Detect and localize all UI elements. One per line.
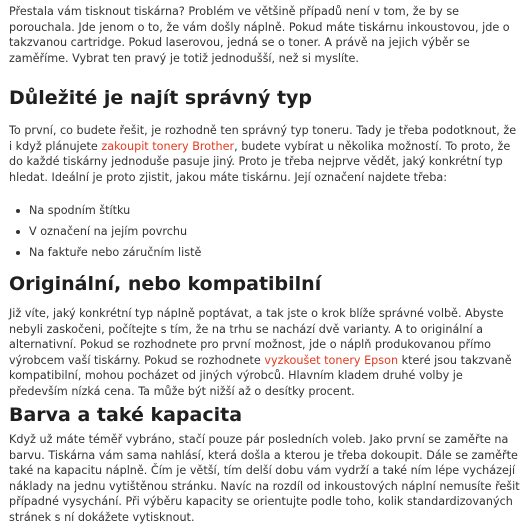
paragraph-text-end: které jsou takzvaně kompatibilní, mohou pocházet od jiných výrobců. Hlavním kladem druhé volby je především nízká cena. Ta může být nižší až o desítky procent. [9, 353, 512, 398]
paragraph-original-compatible [9, 306, 521, 400]
printer-label-list [9, 203, 201, 265]
heading-original-compatible: Originální, nebo kompatibilní [9, 273, 322, 295]
list-item [29, 245, 201, 261]
list-item [29, 224, 201, 240]
list-item [29, 203, 201, 219]
paragraph-text-end: , budete vybírat u několika možností. To proto, že do každé tiskárny jednoduše pasuje jiný. Proto je třeba nejprve vědět, jaký konkrétní typ hledat. Ideální je proto zjistit, jakou máte tiskárnu. Její označení najdete třeba: [9, 139, 511, 184]
list-item-label: Na faktuře nebo záručním listě [29, 245, 202, 259]
paragraph-color-capacity: Když už máte téměř vybráno, stačí pouze pár posledních voleb. Jako první se zaměřte na barvu. Tiskárna vám sama nahlásí, která došla a kterou je třeba dokoupit. Dále se zaměřte také na kapacitu náplně. Čím je větší, tím delší dobu vám vydrží a také ním lépe vycházejí náklady na jednu vytištěnou stránku. Navíc na rozdíl od inkoustových náplní nemusíte řešit případné vysychání. Při výběru kapacity se orientujte podle toho, kolik standardizovaných stránek s ní dokážete vytisknout. [9, 433, 520, 524]
paragraph-text-start: To první, co budete řešit, je rozhodně ten správný typ toneru. Tady je třeba podotknout, že i když plánujete [9, 124, 517, 153]
link-brother-toners[interactable]: zakoupit tonery Brother [101, 139, 235, 153]
bullet-icon [16, 230, 20, 234]
list-item-label: Na spodním štítku [29, 204, 131, 217]
heading-correct-type: Důležité je najít správný typ [9, 87, 313, 109]
paragraph-correct-type [9, 123, 521, 185]
bullet-icon [16, 251, 20, 255]
link-epson-toners[interactable]: vyzkoušet tonery Epson [264, 353, 399, 367]
bullet-icon [16, 209, 20, 213]
heading-color-capacity: Barva a také kapacita [9, 404, 243, 426]
list-item-label: V označení na jejím povrchu [29, 224, 188, 238]
intro-paragraph: Přestala vám tisknout tiskárna? Problém ve většině případů není v tom, že by se porouchala. Jde jenom o to, že vám došly náplně. Pokud máte tiskárnu inkoustovou, jde o takzvanou cartridge. Pokud laserovou, jedná se o toner. A právě na jejich výběr se zaměříme. Vybrat ten pravý je totiž jednodušší, než si myslíte. [9, 5, 510, 65]
paragraph-text-start: Již víte, jaký konkrétní typ náplně poptávat, a tak jste o krok blíže správné volbě. Abyste nebyli zaskočeni, počítejte s tím, že na trhu se nachází dvě varianty. A to originální a alternativní. Pokud se rozhodnete pro první možnost, jde o náplň produkovanou přímo výrobcem vaší tiskárny. Pokud se rozhodnete [9, 307, 504, 367]
